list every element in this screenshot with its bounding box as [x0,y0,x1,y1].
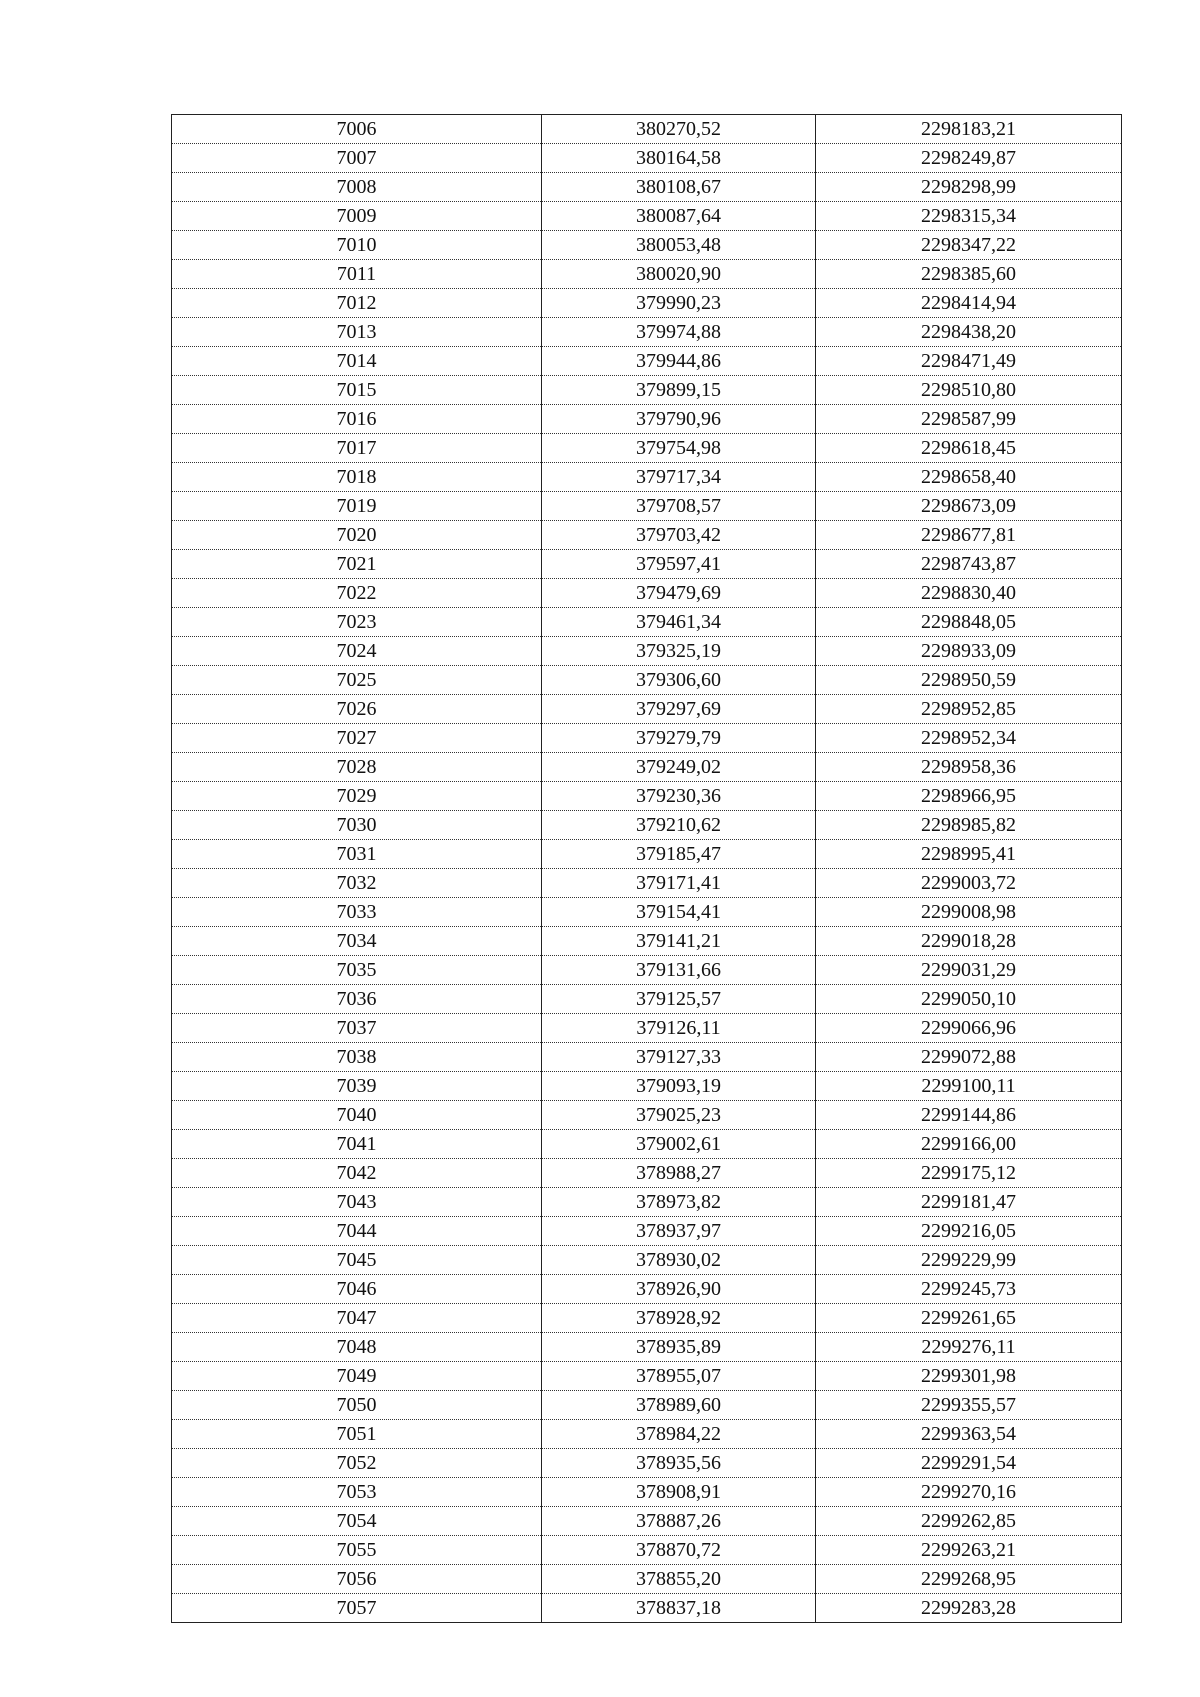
table-row [172,666,1122,695]
table-row [172,173,1122,202]
y-coordinate-cell: 2299229,99 [816,1246,1122,1275]
point-number-cell: 7031 [172,840,542,869]
point-number-cell: 7024 [172,637,542,666]
x-coordinate-cell: 379944,86 [542,347,816,376]
y-coordinate-cell: 2299355,57 [816,1391,1122,1420]
x-coordinate-cell: 379127,33 [542,1043,816,1072]
table-row [172,1333,1122,1362]
y-coordinate-cell: 2299166,00 [816,1130,1122,1159]
x-coordinate-cell: 379126,11 [542,1014,816,1043]
x-coordinate-cell: 380164,58 [542,144,816,173]
point-number-cell: 7045 [172,1246,542,1275]
table-row [172,318,1122,347]
table-row [172,550,1122,579]
x-coordinate-cell: 379002,61 [542,1130,816,1159]
table-row [172,376,1122,405]
table-row [172,1420,1122,1449]
y-coordinate-cell: 2299216,05 [816,1217,1122,1246]
y-coordinate-cell: 2298673,09 [816,492,1122,521]
y-coordinate-cell: 2299050,10 [816,985,1122,1014]
point-number-cell: 7011 [172,260,542,289]
x-coordinate-cell: 379185,47 [542,840,816,869]
y-coordinate-cell: 2299245,73 [816,1275,1122,1304]
y-coordinate-cell: 2298950,59 [816,666,1122,695]
point-number-cell: 7044 [172,1217,542,1246]
point-number-cell: 7017 [172,434,542,463]
x-coordinate-cell: 379093,19 [542,1072,816,1101]
x-coordinate-cell: 378955,07 [542,1362,816,1391]
x-coordinate-cell: 378870,72 [542,1536,816,1565]
x-coordinate-cell: 379306,60 [542,666,816,695]
y-coordinate-cell: 2298347,22 [816,231,1122,260]
table-row [172,695,1122,724]
y-coordinate-cell: 2298587,99 [816,405,1122,434]
y-coordinate-cell: 2298985,82 [816,811,1122,840]
table-row [172,144,1122,173]
point-number-cell: 7019 [172,492,542,521]
y-coordinate-cell: 2298385,60 [816,260,1122,289]
y-coordinate-cell: 2298952,85 [816,695,1122,724]
x-coordinate-cell: 379990,23 [542,289,816,318]
x-coordinate-cell: 378930,02 [542,1246,816,1275]
y-coordinate-cell: 2299283,28 [816,1594,1122,1623]
y-coordinate-cell: 2299291,54 [816,1449,1122,1478]
y-coordinate-cell: 2299181,47 [816,1188,1122,1217]
x-coordinate-cell: 379461,34 [542,608,816,637]
x-coordinate-cell: 379597,41 [542,550,816,579]
y-coordinate-cell: 2299301,98 [816,1362,1122,1391]
table-row [172,753,1122,782]
y-coordinate-cell: 2299018,28 [816,927,1122,956]
x-coordinate-cell: 380108,67 [542,173,816,202]
table-row [172,1246,1122,1275]
y-coordinate-cell: 2298933,09 [816,637,1122,666]
x-coordinate-cell: 379325,19 [542,637,816,666]
point-number-cell: 7054 [172,1507,542,1536]
table-row [172,985,1122,1014]
point-number-cell: 7027 [172,724,542,753]
point-number-cell: 7050 [172,1391,542,1420]
point-number-cell: 7035 [172,956,542,985]
table-row [172,1449,1122,1478]
table-row [172,405,1122,434]
y-coordinate-cell: 2298183,21 [816,115,1122,144]
y-coordinate-cell: 2299276,11 [816,1333,1122,1362]
y-coordinate-cell: 2298966,95 [816,782,1122,811]
table-row [172,1130,1122,1159]
x-coordinate-cell: 379717,34 [542,463,816,492]
point-number-cell: 7038 [172,1043,542,1072]
x-coordinate-cell: 380053,48 [542,231,816,260]
x-coordinate-cell: 379025,23 [542,1101,816,1130]
table-row [172,1159,1122,1188]
point-number-cell: 7025 [172,666,542,695]
table-row [172,811,1122,840]
point-number-cell: 7026 [172,695,542,724]
point-number-cell: 7029 [172,782,542,811]
point-number-cell: 7048 [172,1333,542,1362]
point-number-cell: 7057 [172,1594,542,1623]
x-coordinate-cell: 378935,89 [542,1333,816,1362]
table-row [172,1043,1122,1072]
table-row [172,782,1122,811]
x-coordinate-cell: 380270,52 [542,115,816,144]
table-row [172,1507,1122,1536]
x-coordinate-cell: 380020,90 [542,260,816,289]
y-coordinate-cell: 2298249,87 [816,144,1122,173]
x-coordinate-cell: 379210,62 [542,811,816,840]
x-coordinate-cell: 379974,88 [542,318,816,347]
y-coordinate-cell: 2298848,05 [816,608,1122,637]
x-coordinate-cell: 378973,82 [542,1188,816,1217]
table-row [172,1072,1122,1101]
y-coordinate-cell: 2299270,16 [816,1478,1122,1507]
point-number-cell: 7008 [172,173,542,202]
point-number-cell: 7015 [172,376,542,405]
point-number-cell: 7037 [172,1014,542,1043]
x-coordinate-cell: 378926,90 [542,1275,816,1304]
table-row [172,463,1122,492]
point-number-cell: 7012 [172,289,542,318]
x-coordinate-cell: 379171,41 [542,869,816,898]
table-row [172,1101,1122,1130]
x-coordinate-cell: 378984,22 [542,1420,816,1449]
point-number-cell: 7042 [172,1159,542,1188]
point-number-cell: 7040 [172,1101,542,1130]
x-coordinate-cell: 379754,98 [542,434,816,463]
x-coordinate-cell: 379479,69 [542,579,816,608]
point-number-cell: 7030 [172,811,542,840]
point-number-cell: 7051 [172,1420,542,1449]
y-coordinate-cell: 2299144,86 [816,1101,1122,1130]
table-row [172,1362,1122,1391]
x-coordinate-cell: 379125,57 [542,985,816,1014]
y-coordinate-cell: 2298743,87 [816,550,1122,579]
table-row [172,231,1122,260]
table-row [172,840,1122,869]
y-coordinate-cell: 2298510,80 [816,376,1122,405]
x-coordinate-cell: 379708,57 [542,492,816,521]
point-number-cell: 7039 [172,1072,542,1101]
x-coordinate-cell: 378989,60 [542,1391,816,1420]
table-row [172,898,1122,927]
point-number-cell: 7028 [172,753,542,782]
point-number-cell: 7014 [172,347,542,376]
x-coordinate-cell: 379230,36 [542,782,816,811]
point-number-cell: 7009 [172,202,542,231]
y-coordinate-cell: 2299363,54 [816,1420,1122,1449]
y-coordinate-cell: 2299262,85 [816,1507,1122,1536]
y-coordinate-cell: 2299031,29 [816,956,1122,985]
point-number-cell: 7033 [172,898,542,927]
y-coordinate-cell: 2299268,95 [816,1565,1122,1594]
point-number-cell: 7016 [172,405,542,434]
table-row [172,608,1122,637]
point-number-cell: 7034 [172,927,542,956]
point-number-cell: 7046 [172,1275,542,1304]
point-number-cell: 7049 [172,1362,542,1391]
x-coordinate-cell: 379279,79 [542,724,816,753]
table-row [172,115,1122,144]
point-number-cell: 7056 [172,1565,542,1594]
y-coordinate-cell: 2298658,40 [816,463,1122,492]
point-number-cell: 7041 [172,1130,542,1159]
point-number-cell: 7032 [172,869,542,898]
x-coordinate-cell: 379703,42 [542,521,816,550]
table-row [172,1594,1122,1623]
x-coordinate-cell: 378935,56 [542,1449,816,1478]
point-number-cell: 7022 [172,579,542,608]
point-number-cell: 7007 [172,144,542,173]
y-coordinate-cell: 2299003,72 [816,869,1122,898]
table-row [172,1188,1122,1217]
point-number-cell: 7023 [172,608,542,637]
y-coordinate-cell: 2298618,45 [816,434,1122,463]
table-row [172,579,1122,608]
y-coordinate-cell: 2299066,96 [816,1014,1122,1043]
point-number-cell: 7020 [172,521,542,550]
x-coordinate-cell: 378887,26 [542,1507,816,1536]
x-coordinate-cell: 379297,69 [542,695,816,724]
point-number-cell: 7013 [172,318,542,347]
x-coordinate-cell: 378855,20 [542,1565,816,1594]
table-row [172,260,1122,289]
table-row [172,956,1122,985]
x-coordinate-cell: 378928,92 [542,1304,816,1333]
table-row [172,1014,1122,1043]
table-row [172,1565,1122,1594]
y-coordinate-cell: 2298958,36 [816,753,1122,782]
y-coordinate-cell: 2299008,98 [816,898,1122,927]
y-coordinate-cell: 2298298,99 [816,173,1122,202]
y-coordinate-cell: 2299263,21 [816,1536,1122,1565]
point-number-cell: 7053 [172,1478,542,1507]
table-row [172,724,1122,753]
y-coordinate-cell: 2298315,34 [816,202,1122,231]
x-coordinate-cell: 379899,15 [542,376,816,405]
y-coordinate-cell: 2298952,34 [816,724,1122,753]
table-row [172,1217,1122,1246]
x-coordinate-cell: 378908,91 [542,1478,816,1507]
table-row [172,1304,1122,1333]
y-coordinate-cell: 2299072,88 [816,1043,1122,1072]
table-row [172,202,1122,231]
table-row [172,927,1122,956]
y-coordinate-cell: 2298830,40 [816,579,1122,608]
point-number-cell: 7055 [172,1536,542,1565]
y-coordinate-cell: 2298677,81 [816,521,1122,550]
coordinates-table [171,114,1122,1623]
table-row [172,1391,1122,1420]
y-coordinate-cell: 2299100,11 [816,1072,1122,1101]
table-row [172,434,1122,463]
point-number-cell: 7052 [172,1449,542,1478]
point-number-cell: 7047 [172,1304,542,1333]
x-coordinate-cell: 378837,18 [542,1594,816,1623]
table-row [172,521,1122,550]
y-coordinate-cell: 2298438,20 [816,318,1122,347]
coordinates-table-body [172,115,1122,1623]
point-number-cell: 7010 [172,231,542,260]
table-row [172,637,1122,666]
table-row [172,492,1122,521]
x-coordinate-cell: 379790,96 [542,405,816,434]
x-coordinate-cell: 380087,64 [542,202,816,231]
y-coordinate-cell: 2298414,94 [816,289,1122,318]
point-number-cell: 7021 [172,550,542,579]
x-coordinate-cell: 379249,02 [542,753,816,782]
table-row [172,289,1122,318]
table-row [172,347,1122,376]
table-row [172,1275,1122,1304]
x-coordinate-cell: 379154,41 [542,898,816,927]
y-coordinate-cell: 2298995,41 [816,840,1122,869]
x-coordinate-cell: 379141,21 [542,927,816,956]
y-coordinate-cell: 2299261,65 [816,1304,1122,1333]
table-row [172,1536,1122,1565]
point-number-cell: 7018 [172,463,542,492]
x-coordinate-cell: 378988,27 [542,1159,816,1188]
x-coordinate-cell: 379131,66 [542,956,816,985]
point-number-cell: 7043 [172,1188,542,1217]
table-row [172,869,1122,898]
point-number-cell: 7036 [172,985,542,1014]
point-number-cell: 7006 [172,115,542,144]
y-coordinate-cell: 2298471,49 [816,347,1122,376]
table-row [172,1478,1122,1507]
y-coordinate-cell: 2299175,12 [816,1159,1122,1188]
x-coordinate-cell: 378937,97 [542,1217,816,1246]
